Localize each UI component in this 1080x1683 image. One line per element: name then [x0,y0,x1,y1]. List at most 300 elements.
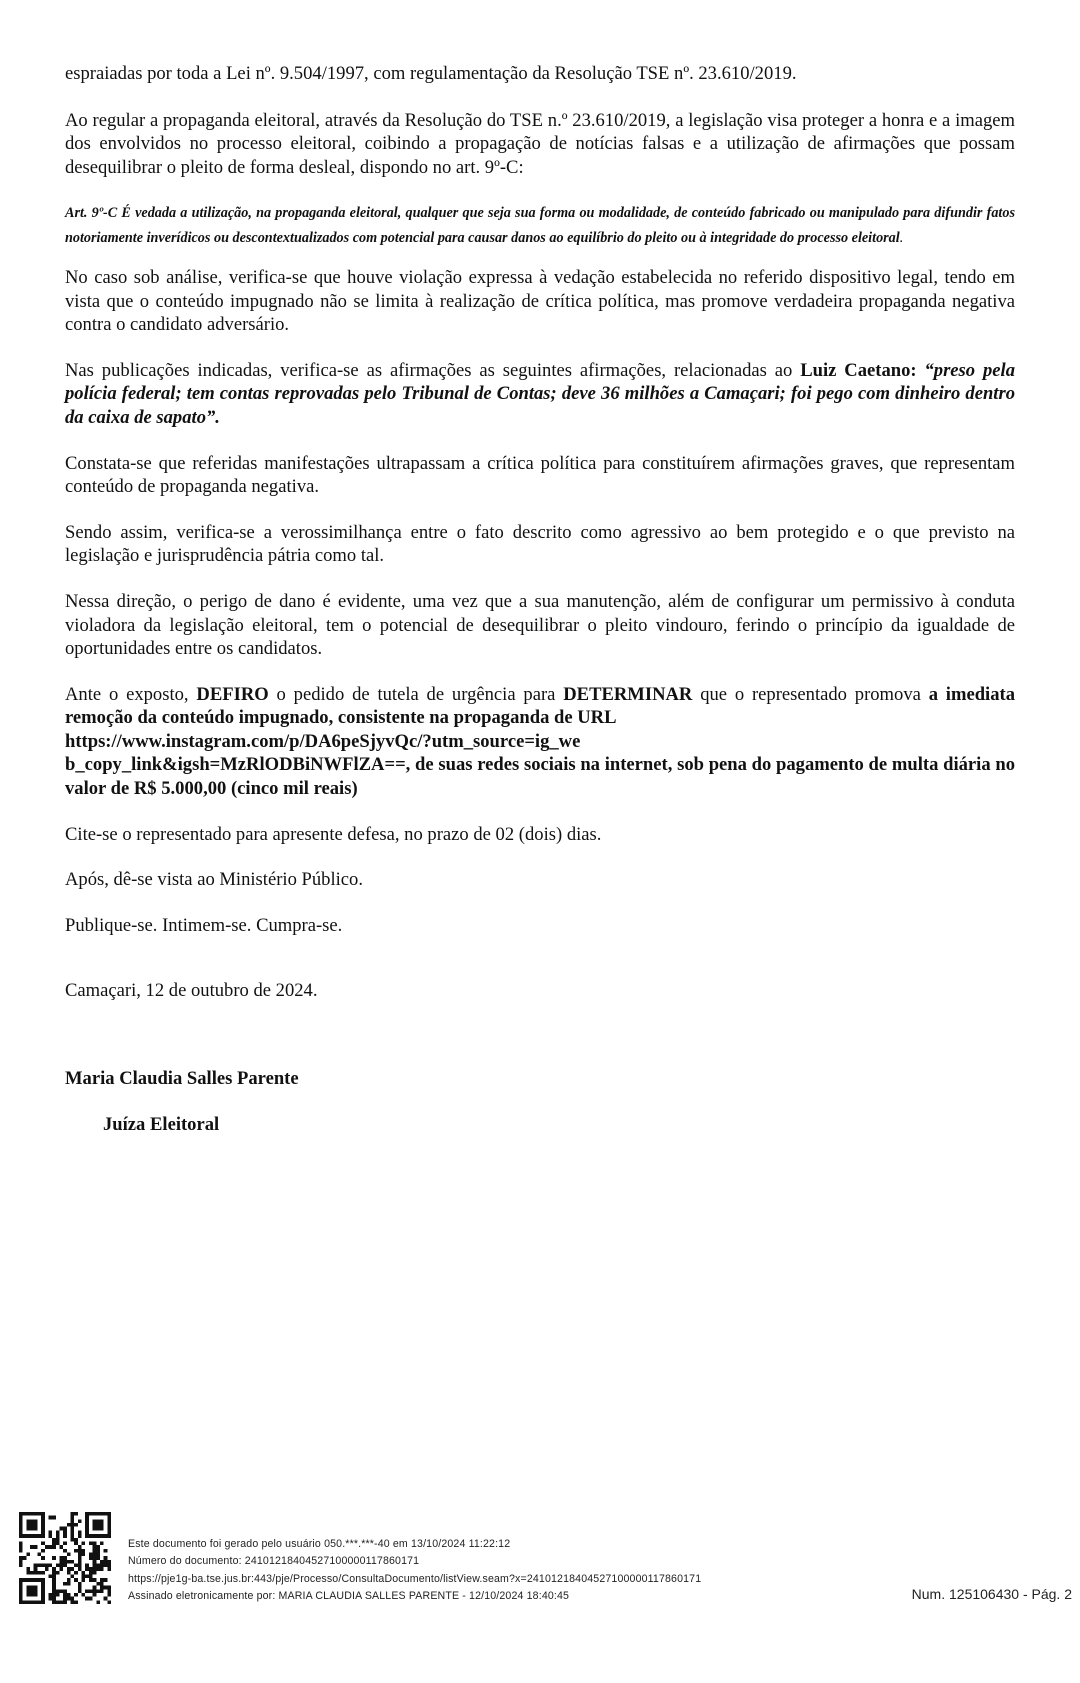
document-footer [0,1512,1080,1612]
qr-module [41,1571,45,1575]
qr-module [85,1527,89,1531]
qr-module [85,1530,89,1534]
qr-module [52,1578,56,1582]
qr-module [107,1589,111,1593]
paragraph-ministerio-publico: Após, dê-se vista ao Ministério Público. [65,869,363,891]
qr-module [107,1586,111,1590]
qr-module [89,1552,93,1556]
qr-module [67,1552,71,1556]
qr-module [59,1589,63,1593]
qr-module [74,1549,78,1553]
qr-module [19,1589,23,1593]
article-quote [65,201,1015,250]
signed-by-text: Assinado eletronicamente por: MARIA CLAUDIA SALLES PARENTE - 12/10/2024 18:40:45 [128,1589,570,1602]
qr-module [41,1516,45,1520]
qr-module [78,1589,82,1593]
qr-module [19,1556,23,1560]
qr-module [26,1527,30,1531]
qr-module [89,1567,93,1571]
qr-module [59,1560,63,1564]
qr-module [30,1534,34,1538]
qr-module [19,1516,23,1520]
qr-module [89,1541,93,1545]
qr-module [93,1541,97,1545]
qr-module [63,1593,67,1597]
qr-module [26,1600,30,1604]
qr-module [74,1571,78,1575]
qr-module [71,1527,75,1531]
qr-module [19,1578,23,1582]
page-number: Num. 125106430 - Pág. 2 [911,1586,1072,1602]
qr-module [56,1530,60,1534]
qr-module [63,1600,67,1604]
qr-module [30,1600,34,1604]
qr-module [34,1564,38,1568]
qr-module [63,1556,67,1560]
qr-module [41,1578,45,1582]
qr-module [93,1560,97,1564]
qr-module [71,1560,75,1564]
qr-module [30,1589,34,1593]
document-body [65,62,1015,1136]
qr-module [26,1589,30,1593]
qr-module [41,1593,45,1597]
paragraph-lei: espraiadas por toda a Lei nº. 9.504/1997, com regulamentação da Resolução TSE nº. 23.610/2019. [65,63,797,84]
qr-module [67,1571,71,1575]
qr-module [52,1600,56,1604]
qr-module [45,1545,49,1549]
qr-module [74,1600,78,1604]
qr-module [71,1538,75,1542]
qr-module [104,1578,108,1582]
paragraph-publique-se: Publique-se. Intimem-se. Cumpra-se. [65,914,343,936]
qr-module [34,1527,38,1531]
qr-module [56,1593,60,1597]
qr-module [30,1593,34,1597]
qr-module [96,1582,100,1586]
determinar-keyword: DETERMINAR [563,683,693,705]
qr-module [93,1519,97,1523]
qr-module [41,1582,45,1586]
qr-module [67,1567,71,1571]
qr-module [71,1530,75,1534]
qr-module [85,1597,89,1601]
qr-module [89,1575,93,1579]
qr-module [93,1578,97,1582]
qr-module [104,1534,108,1538]
qr-module [30,1545,34,1549]
qr-module [96,1545,100,1549]
qr-module [48,1516,52,1520]
qr-module [71,1567,75,1571]
qr-module [104,1560,108,1564]
qr-module [34,1586,38,1590]
qr-module [19,1597,23,1601]
qr-module [19,1600,23,1604]
qr-module [19,1512,23,1516]
qr-module [100,1534,104,1538]
qr-module [23,1512,27,1516]
qr-module [37,1578,41,1582]
qr-module [48,1593,52,1597]
qr-module [41,1589,45,1593]
qr-module [71,1575,75,1579]
qr-module [41,1556,45,1560]
qr-module [74,1512,78,1516]
qr-module [45,1567,49,1571]
qr-module [30,1586,34,1590]
paragraph-constata: Constata-se que referidas manifestações ultrapassam a crítica política para constituírem afirmações graves, que representam conteúdo de propaganda negativa. [65,452,1015,498]
qr-module [63,1564,67,1568]
qr-module [85,1523,89,1527]
qr-module [67,1560,71,1564]
decisao-intro: Ante o exposto, [65,683,197,705]
article-quote-text: Art. 9º-C É vedada a utilização, na propaganda eleitoral, qualquer que seja sua forma ou modalidade, de conteúdo fabricado ou manipulado para difundir fatos notoriamente inverídicos ou descontextualizados com potencial para causar danos ao equilíbrio do pleito ou à integridade do processo eleitoral [65,205,1015,246]
qr-module [71,1597,75,1601]
defiro-keyword: DEFIRO [196,683,269,705]
qr-module [37,1564,41,1568]
qr-module [67,1582,71,1586]
qr-module [19,1586,23,1590]
qr-module [41,1527,45,1531]
qr-module [52,1567,56,1571]
qr-module [52,1589,56,1593]
qr-module [82,1571,86,1575]
qr-module [71,1516,75,1520]
paragraph-verossimilhanca: Sendo assim, verifica-se a verossimilhança entre o fato descrito como agressivo ao bem protegido e o que previsto na legislação e jurisprudência pátria como tal. [65,521,1015,567]
qr-module [89,1597,93,1601]
qr-module [30,1571,34,1575]
qr-module [78,1560,82,1564]
qr-module [59,1564,63,1568]
qr-module [19,1582,23,1586]
qr-module [19,1549,23,1553]
qr-module [93,1527,97,1531]
qr-module [82,1578,86,1582]
decisao-after: que o representado promova [692,683,929,705]
qr-module [96,1556,100,1560]
qr-module [89,1571,93,1575]
qr-module [34,1545,38,1549]
qr-module [56,1534,60,1538]
qr-module [78,1530,82,1534]
qr-module [34,1589,38,1593]
qr-module [59,1545,63,1549]
qr-module [100,1589,104,1593]
qr-module [41,1597,45,1601]
qr-module [30,1578,34,1582]
qr-module [96,1589,100,1593]
qr-module [107,1523,111,1527]
qr-module [78,1586,82,1590]
qr-module [45,1564,49,1568]
qr-module [89,1589,93,1593]
qr-module [104,1549,108,1553]
qr-module [30,1523,34,1527]
qr-module [52,1545,56,1549]
qr-module [71,1519,75,1523]
qr-module [48,1575,52,1579]
qr-module [19,1534,23,1538]
qr-module [85,1512,89,1516]
qr-module [63,1549,67,1553]
qr-module [30,1512,34,1516]
qr-module [107,1516,111,1520]
qr-module [37,1512,41,1516]
qr-module [74,1593,78,1597]
qr-module [107,1564,111,1568]
qr-module [107,1519,111,1523]
qr-module [56,1600,60,1604]
qr-module [96,1567,100,1571]
qr-module [48,1545,52,1549]
qr-module [93,1571,97,1575]
date-line: Camaçari, 12 de outubro de 2024. [65,980,318,1002]
qr-module [41,1600,45,1604]
paragraph-analise: No caso sob análise, verifica-se que houve violação expressa à vedação estabelecida no referido dispositivo legal, tendo em vista que o conteúdo impugnado não se limita à realização de crítica política, mas promove verdadeira propaganda negativa contra o candidato adversário. [65,266,1015,336]
qr-module [96,1527,100,1531]
qr-module [74,1523,78,1527]
qr-module [41,1512,45,1516]
qr-module [93,1567,97,1571]
qr-module [104,1586,108,1590]
qr-module [52,1516,56,1520]
qr-module [23,1600,27,1604]
qr-module [93,1586,97,1590]
qr-module [52,1538,56,1542]
qr-module [85,1519,89,1523]
qr-module [19,1564,23,1568]
qr-module [34,1534,38,1538]
qr-module [56,1571,60,1575]
qr-module [34,1567,38,1571]
qr-module [67,1597,71,1601]
qr-module [104,1597,108,1601]
paragraph-publicacoes [65,359,1015,430]
qr-module [82,1541,86,1545]
qr-module [26,1552,30,1556]
qr-module [104,1512,108,1516]
qr-module [93,1564,97,1568]
qr-module [34,1523,38,1527]
qr-module [59,1567,63,1571]
qr-module [85,1575,89,1579]
qr-module [100,1541,104,1545]
qr-module [100,1527,104,1531]
qr-module [26,1523,30,1527]
qr-module [56,1538,60,1542]
qr-module [71,1512,75,1516]
qr-module [82,1593,86,1597]
publicacoes-intro: Nas publicações indicadas, verifica-se as afirmações as seguintes afirmações, relacionadas ao [65,359,801,381]
document-number-text: Número do documento: 24101218404527100000117860171 [128,1555,420,1568]
qr-module [30,1527,34,1531]
qr-module [93,1556,97,1560]
footer-metadata [128,1536,701,1605]
qr-module [37,1600,41,1604]
qr-module [96,1523,100,1527]
qr-module [82,1575,86,1579]
qr-module [93,1545,97,1549]
qr-module [19,1523,23,1527]
qr-module [100,1564,104,1568]
qr-module [52,1571,56,1575]
qr-module [85,1534,89,1538]
qr-module [52,1597,56,1601]
qr-module [93,1589,97,1593]
paragraph-decisao [65,683,1015,801]
qr-module [41,1534,45,1538]
article-quote-tail: . [899,229,904,246]
qr-module [93,1552,97,1556]
qr-module [89,1578,93,1582]
qr-module [96,1549,100,1553]
qr-module [34,1512,38,1516]
qr-module [71,1600,75,1604]
generated-by-text: Este documento foi gerado pelo usuário 050.***.***-40 em 13/10/2024 11:22:12 [128,1538,511,1550]
qr-module [100,1512,104,1516]
qr-module [96,1600,100,1604]
qr-module [59,1527,63,1531]
paragraph-perigo-dano: Nessa direção, o perigo de dano é evidente, uma vez que a sua manutenção, além de configurar um permissivo à conduta violadora da legislação eleitoral, tem o potencial de desequilibrar o pleito vindouro, ferindo o princípio da igualdade de oportunidades entre os candidatos. [65,590,1015,660]
qr-module [34,1519,38,1523]
qr-module [67,1578,71,1582]
qr-module [96,1519,100,1523]
signer-role: Juíza Eleitoral [103,1113,220,1135]
qr-module [93,1593,97,1597]
qr-module [41,1523,45,1527]
qr-module [19,1530,23,1534]
paragraph-citacao: Cite-se o representado para apresente defesa, no prazo de 02 (dois) dias. [65,823,602,845]
qr-module [96,1534,100,1538]
qr-module [23,1556,27,1560]
qr-module [26,1586,30,1590]
decisao-mid: o pedido de tutela de urgência para [268,683,564,705]
consulta-url-link[interactable]: https://pje1g-ba.tse.jus.br:443/pje/Processo/ConsultaDocumento/listView.seam?x=24101218404527100000117860171 [128,1572,702,1585]
qr-module [67,1593,71,1597]
qr-module [89,1534,93,1538]
qr-code-icon[interactable] [19,1512,111,1604]
qr-module [93,1549,97,1553]
qr-module [107,1560,111,1564]
qr-module [89,1512,93,1516]
qr-module [93,1523,97,1527]
qr-module [52,1582,56,1586]
qr-module [96,1564,100,1568]
qr-module [63,1597,67,1601]
qr-module [52,1586,56,1590]
qr-module [48,1534,52,1538]
qr-module [56,1541,60,1545]
qr-module [52,1575,56,1579]
qr-module [74,1538,78,1542]
qr-module [34,1593,38,1597]
qr-module [41,1564,45,1568]
qr-module [107,1567,111,1571]
qr-module [82,1552,86,1556]
qr-module [100,1586,104,1590]
qr-module [19,1545,23,1549]
qr-module [100,1582,104,1586]
qr-module [26,1567,30,1571]
qr-module [78,1564,82,1568]
qr-module [52,1593,56,1597]
candidate-name: Luiz Caetano: [800,359,917,381]
qr-module [107,1534,111,1538]
qr-module [107,1593,111,1597]
statements-quote: “preso pela polícia federal; tem contas reprovadas pelo Tribunal de Contas; deve 36 milhões a Camaçari; foi pego com dinheiro dentro da caixa de sapato”. [65,359,1015,428]
qr-module [107,1512,111,1516]
qr-module [63,1560,67,1564]
qr-module [37,1534,41,1538]
qr-module [63,1589,67,1593]
qr-module [37,1571,41,1575]
qr-module [19,1560,23,1564]
qr-module [104,1564,108,1568]
qr-module [26,1519,30,1523]
qr-module [74,1578,78,1582]
qr-module [19,1541,23,1545]
qr-module [100,1560,104,1564]
qr-module [19,1519,23,1523]
qr-module [107,1530,111,1534]
qr-module [63,1541,67,1545]
qr-module [85,1589,89,1593]
qr-module [71,1534,75,1538]
qr-module [100,1578,104,1582]
qr-module [26,1593,30,1597]
qr-module [78,1549,82,1553]
qr-module [34,1600,38,1604]
qr-module [30,1519,34,1523]
qr-module [37,1552,41,1556]
qr-module [52,1556,56,1560]
qr-module [89,1556,93,1560]
qr-module [63,1534,67,1538]
qr-module [26,1512,30,1516]
instagram-url-part2-and-penalty: b_copy_link&igsh=MzRlODBiNWFlZA==, de suas redes sociais na internet, sob pena do pagamento de multa diária no valor de R$ 5.000,00 (cinco mil reais) [65,754,1015,800]
qr-module [48,1564,52,1568]
qr-module [78,1552,82,1556]
qr-module [74,1564,78,1568]
qr-module [78,1567,82,1571]
qr-module [82,1549,86,1553]
qr-module [56,1589,60,1593]
qr-module [48,1597,52,1601]
qr-module [56,1564,60,1568]
qr-module [100,1567,104,1571]
qr-module [26,1578,30,1582]
qr-module [59,1556,63,1560]
decisao-remocao: a imediata remoção da conteúdo impugnado, consistente na propaganda de URL [65,683,1016,729]
signer-name: Maria Claudia Salles Parente [65,1068,299,1090]
qr-module [78,1534,82,1538]
qr-module [85,1516,89,1520]
qr-module [71,1523,75,1527]
qr-module [78,1545,82,1549]
qr-module [48,1530,52,1534]
qr-module [74,1541,78,1545]
qr-module [100,1523,104,1527]
qr-module [100,1519,104,1523]
qr-module [41,1519,45,1523]
qr-module [96,1552,100,1556]
qr-module [107,1600,111,1604]
qr-module [63,1582,67,1586]
qr-module [93,1534,97,1538]
qr-module [41,1586,45,1590]
qr-module [63,1527,67,1531]
